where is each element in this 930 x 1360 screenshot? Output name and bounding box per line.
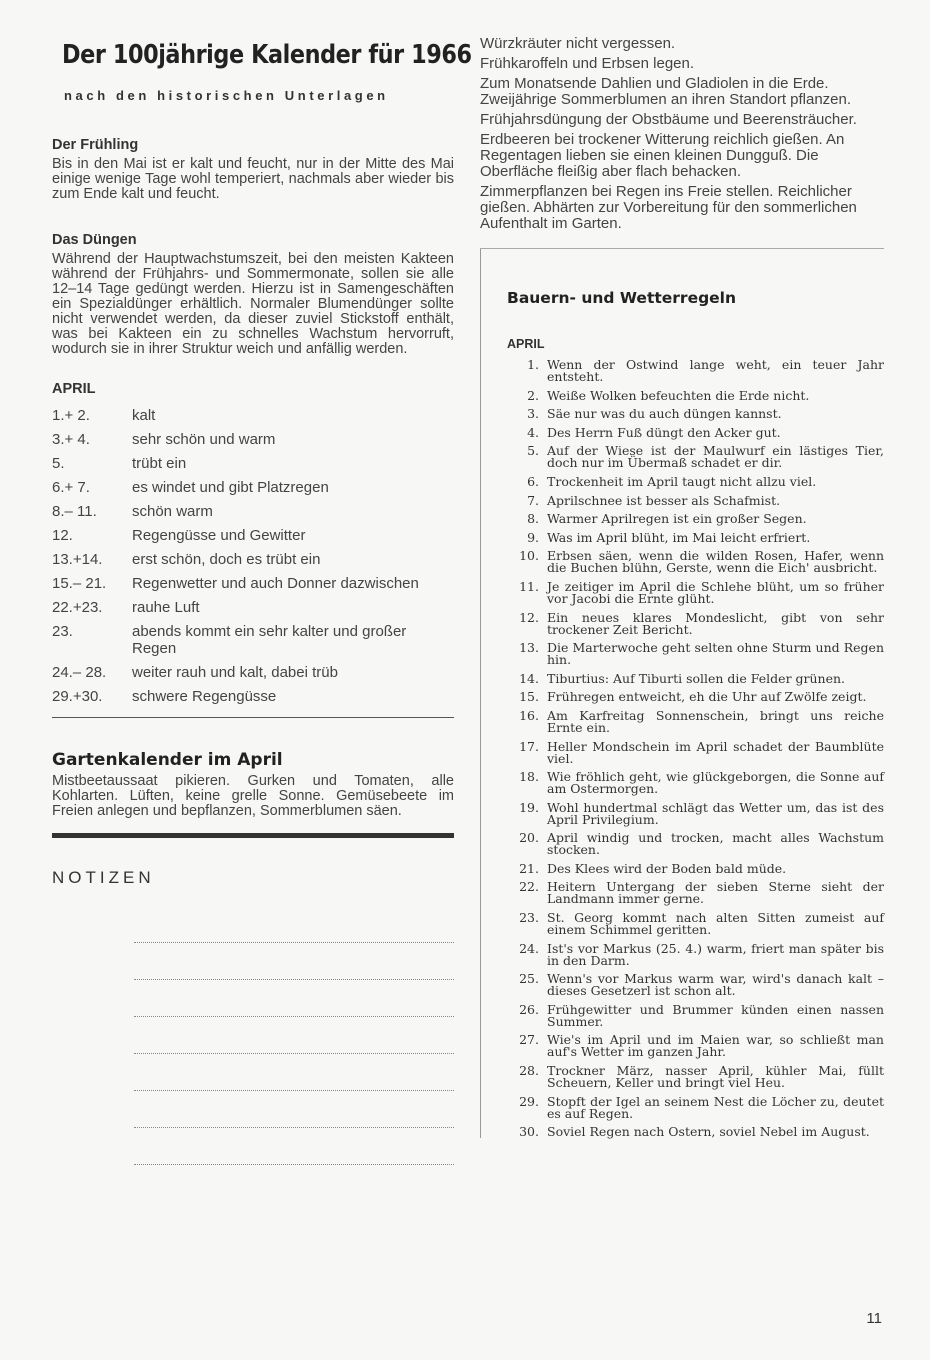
garden-tips xyxy=(480,36,884,232)
weather-row xyxy=(52,479,454,496)
weather-text: rauhe Luft xyxy=(132,599,200,616)
notes-line[interactable] xyxy=(134,1054,454,1091)
rule-item xyxy=(507,912,884,936)
rule-item xyxy=(507,492,884,508)
rule-number: 23. xyxy=(519,910,539,926)
weather-day: 6.+ 7. xyxy=(52,479,90,496)
rule-number: 12. xyxy=(519,609,539,625)
rule-item xyxy=(507,1065,884,1089)
rule-item xyxy=(507,691,884,703)
rule-number: 30. xyxy=(519,1124,539,1140)
rule-text: Soviel Regen nach Ostern, soviel Nebel im August. xyxy=(547,1124,870,1140)
rule-text: Wie fröhlich geht, wie glückgeborgen, die Sonne auf am Ostermorgen. xyxy=(547,769,884,797)
rule-number: 21. xyxy=(519,860,539,876)
rule-text: Erbsen säen, wenn die wilden Rosen, Hafer, wenn die Buchen blühn, Gerste, wenn die Eich' ausbricht. xyxy=(547,548,884,576)
rule-number: 16. xyxy=(519,707,539,723)
rule-item xyxy=(507,707,884,735)
weather-row xyxy=(52,688,454,705)
rule-item xyxy=(507,860,884,876)
weather-day: 15.– 21. xyxy=(52,575,107,592)
rule-number: 3. xyxy=(527,406,539,422)
weather-row xyxy=(52,527,454,544)
rule-text: Die Marterwoche geht selten ohne Sturm und Regen hin. xyxy=(547,640,884,668)
thick-divider xyxy=(52,833,454,838)
divider xyxy=(52,717,454,718)
weather-day: 13.+14. xyxy=(52,551,103,568)
weather-month-heading: APRIL xyxy=(52,381,96,397)
weather-day: 1.+ 2. xyxy=(52,407,90,424)
page-title: Der 100jährige Kalender für 1966 xyxy=(62,40,472,70)
rule-number: 22. xyxy=(519,879,539,895)
weather-day: 8.– 11. xyxy=(52,503,97,520)
notes-line[interactable] xyxy=(134,943,454,980)
rule-text: Aprilschnee ist besser als Schafmist. xyxy=(547,492,781,508)
rule-item xyxy=(507,670,884,686)
rule-number: 5. xyxy=(527,443,539,459)
rule-number: 17. xyxy=(519,738,539,754)
rule-text: Weiße Wolken befeuchten die Erde nicht. xyxy=(547,387,810,403)
left-column xyxy=(52,36,472,1165)
rule-item xyxy=(507,408,884,420)
rule-number: 13. xyxy=(519,640,539,656)
rule-number: 14. xyxy=(519,670,539,686)
weather-day: 29.+30. xyxy=(52,688,103,705)
rule-number: 8. xyxy=(527,511,539,527)
rule-item xyxy=(507,832,884,856)
rule-number: 9. xyxy=(527,529,539,545)
weather-row xyxy=(52,599,454,616)
rule-text: St. Georg kommt nach alten Sitten zumeist auf einem Schimmel geritten. xyxy=(547,910,884,938)
rule-number: 24. xyxy=(519,940,539,956)
rule-item xyxy=(507,642,884,666)
rule-number: 15. xyxy=(519,689,539,705)
notes-line[interactable] xyxy=(134,980,454,1017)
rules-heading: Bauern- und Wetterregeln xyxy=(507,289,737,307)
rule-text: Je zeitiger im April die Schlehe blüht, um so früher vor Jacobi die Ernte glüht. xyxy=(547,578,884,606)
rule-text: Was im April blüht, im Mai leicht erfriert. xyxy=(547,529,811,545)
rule-number: 6. xyxy=(527,473,539,489)
rule-number: 10. xyxy=(519,548,539,564)
garden-tip: Zum Monatsende Dahlien und Gladiolen in die Erde. Zweijährige Sommerblumen an ihren Standort pflanzen. xyxy=(480,75,852,108)
garden-calendar-text: Mistbeetaussaat pikieren. Gurken und Tomaten, alle Kohlarten. Lüften, keine grelle Sonne. Gemüsebeete im Freien anlegen und bepflanzen, Sommerblumen säen. xyxy=(52,773,454,819)
fertilizing-heading: Das Düngen xyxy=(52,232,137,248)
notes-line[interactable] xyxy=(134,1091,454,1128)
rule-item xyxy=(507,424,884,440)
rule-text: Trockner März, nasser April, kühler Mai, füllt Scheuern, Keller und bringt viel Heu. xyxy=(547,1063,884,1091)
rule-number: 11. xyxy=(519,578,539,594)
page-number: 11 xyxy=(866,1310,882,1327)
weather-row xyxy=(52,664,454,681)
rule-text: Frühregen entweicht, eh die Uhr auf Zwölfe zeigt. xyxy=(547,689,867,705)
fertilizing-text: Während der Hauptwachstumszeit, bei den meisten Kakteen während der Frühjahrs- und Sommermonate, sollen sie alle 12–14 Tage gedüngt werden. Hierzu ist in Samengeschäften ein Spezialdünger erhältlich. Normaler Blumendünger sollte nicht verwendet werden, da dieser zuviel Stickstoff enthält, was bei Kakteen ein zu schnelles Wachstum hervorruft, wodurch sie in ihrer Struktur weich und anfällig werden. xyxy=(52,251,454,357)
rule-number: 25. xyxy=(519,971,539,987)
weather-text: kalt xyxy=(132,407,156,424)
rule-item xyxy=(507,550,884,574)
rule-item xyxy=(507,387,884,403)
rule-text: Wohl hundertmal schlägt das Wetter um, das ist des April Privilegium. xyxy=(547,799,884,827)
rule-item xyxy=(507,445,884,469)
weather-row xyxy=(52,431,454,448)
rule-text: Heitern Untergang der sieben Sterne sieht der Landmann immer gerne. xyxy=(547,879,884,907)
rule-number: 18. xyxy=(519,769,539,785)
rule-number: 4. xyxy=(527,424,539,440)
garden-calendar-heading: Gartenkalender im April xyxy=(52,750,283,770)
rule-item xyxy=(507,738,884,766)
garden-tip: Zimmerpflanzen bei Regen ins Freie stellen. Reichlicher gießen. Abhärten zur Vorbereitung für den sommerlichen Aufenthalt im Garten. xyxy=(480,183,857,232)
weather-day: 22.+23. xyxy=(52,599,103,616)
rule-number: 2. xyxy=(527,387,539,403)
garden-tip: Frühkaroffeln und Erbsen legen. xyxy=(480,55,695,72)
weather-day: 3.+ 4. xyxy=(52,431,90,448)
weather-day: 5. xyxy=(52,455,65,472)
rule-number: 1. xyxy=(527,357,539,372)
rule-item xyxy=(507,1034,884,1058)
rule-text: Trockenheit im April taugt nicht allzu viel. xyxy=(547,473,817,489)
weather-forecast-list xyxy=(52,407,454,705)
weather-day: 24.– 28. xyxy=(52,664,107,681)
spring-text: Bis in den Mai ist er kalt und feucht, nur in der Mitte des Mai einige wenige Tage wohl temperiert, nachmals aber wieder bis zum Ende kalt und feucht. xyxy=(52,156,454,202)
rule-text: Wie's im April und im Maien war, so schließt man auf's Wetter im ganzen Jahr. xyxy=(547,1032,884,1060)
rule-number: 19. xyxy=(519,799,539,815)
notes-line[interactable] xyxy=(134,906,454,943)
rule-item xyxy=(507,973,884,997)
rule-text: Heller Mondschein im April schadet der Baumblüte viel. xyxy=(547,738,884,766)
rule-item xyxy=(507,359,884,383)
rule-text: Tiburtius: Auf Tiburti sollen die Felder grünen. xyxy=(547,670,846,686)
rule-text: Wenn's vor Markus warm war, wird's danach kalt – dieses Gesetzerl ist schon alt. xyxy=(547,971,884,999)
notes-lines xyxy=(134,906,454,1165)
rules-month-heading: APRIL xyxy=(507,337,545,351)
rule-number: 20. xyxy=(519,830,539,846)
rule-item xyxy=(507,1093,884,1121)
rule-text: Ist's vor Markus (25. 4.) warm, friert man später bis in den Darm. xyxy=(547,940,884,968)
rules-list xyxy=(507,359,884,1138)
weather-text: Regengüsse und Gewitter xyxy=(132,527,306,544)
rules-section xyxy=(480,249,884,1138)
weather-row xyxy=(52,407,454,424)
garden-tip: Würzkräuter nicht vergessen. xyxy=(480,35,676,52)
rule-item xyxy=(507,1126,884,1138)
rule-item xyxy=(507,578,884,606)
garden-tip: Frühjahrsdüngung der Obstbäume und Beerensträucher. xyxy=(480,111,857,128)
rule-text: Warmer Aprilregen ist ein großer Segen. xyxy=(547,511,807,527)
rule-item xyxy=(507,1001,884,1029)
weather-day: 12. xyxy=(52,527,73,544)
spring-heading: Der Frühling xyxy=(52,137,139,153)
rule-number: 26. xyxy=(519,1001,539,1017)
weather-row xyxy=(52,575,454,592)
rule-number: 27. xyxy=(519,1032,539,1048)
weather-row xyxy=(52,455,454,472)
rule-text: April windig und trocken, macht alles Wachstum stocken. xyxy=(547,830,884,858)
weather-text: erst schön, doch es trübt ein xyxy=(132,551,321,568)
rule-text: Wenn der Ostwind lange weht, ein teuer Jahr entsteht. xyxy=(547,357,884,384)
rule-text: Auf der Wiese ist der Maulwurf ein lästiges Tier, doch nur im Übermaß schadet er dir. xyxy=(547,443,884,471)
weather-row xyxy=(52,503,454,520)
weather-text: abends kommt ein sehr kalter und großer Regen xyxy=(132,623,407,657)
rule-item xyxy=(507,771,884,795)
notes-line[interactable] xyxy=(134,1128,454,1165)
rule-text: Des Herrn Fuß düngt den Acker gut. xyxy=(547,424,781,440)
rule-text: Ein neues klares Mondeslicht, gibt von sehr trockener Zeit Bericht. xyxy=(547,609,884,637)
rule-item xyxy=(507,799,884,827)
right-column xyxy=(480,36,884,1145)
weather-text: schwere Regengüsse xyxy=(132,688,277,705)
rule-text: Stopft der Igel an seinem Nest die Löcher zu, deutet es auf Regen. xyxy=(547,1093,884,1121)
weather-text: es windet und gibt Platzregen xyxy=(132,479,329,496)
weather-row xyxy=(52,623,454,657)
rule-text: Am Karfreitag Sonnenschein, bringt uns reiche Ernte ein. xyxy=(547,707,884,735)
page-subtitle: nach den historischen Unterlagen xyxy=(64,88,389,103)
notes-line[interactable] xyxy=(134,1017,454,1054)
garden-tip: Erdbeeren bei trockener Witterung reichlich gießen. An Regentagen lieben sie einen kleinen Dungguß. Die Oberfläche fleißig aber flach behacken. xyxy=(480,131,845,180)
rule-text: Des Klees wird der Boden bald müde. xyxy=(547,860,787,876)
weather-text: sehr schön und warm xyxy=(132,431,276,448)
rule-number: 28. xyxy=(519,1063,539,1079)
weather-text: weiter rauh und kalt, dabei trüb xyxy=(132,664,338,681)
rule-item xyxy=(507,529,884,545)
rule-item xyxy=(507,473,884,489)
weather-day: 23. xyxy=(52,623,73,640)
rule-number: 7. xyxy=(527,492,539,508)
rule-item xyxy=(507,513,884,525)
weather-row xyxy=(52,551,454,568)
rule-number: 29. xyxy=(519,1093,539,1109)
notes-heading: NOTIZEN xyxy=(52,868,155,887)
weather-text: Regenwetter und auch Donner dazwischen xyxy=(132,575,419,592)
rule-item xyxy=(507,881,884,905)
weather-text: trübt ein xyxy=(132,455,187,472)
rule-text: Frühgewitter und Brummer künden einen nassen Summer. xyxy=(547,1001,884,1029)
rule-text: Säe nur was du auch düngen kannst. xyxy=(547,406,782,422)
rule-item xyxy=(507,609,884,637)
weather-text: schön warm xyxy=(132,503,213,520)
rule-item xyxy=(507,940,884,968)
